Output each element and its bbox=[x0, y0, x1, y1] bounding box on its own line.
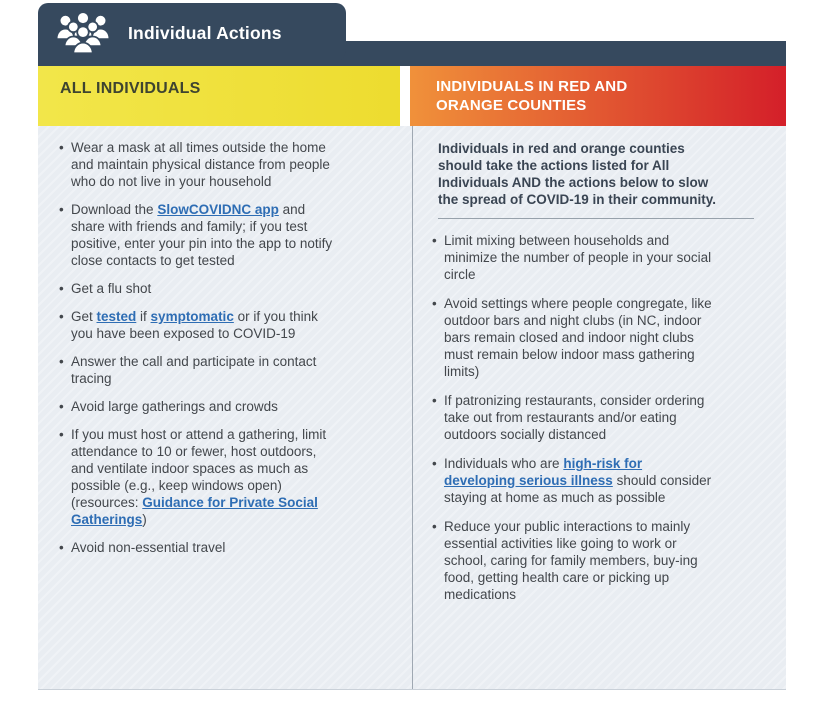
text-segment: Answer the call and participate in contact tracing bbox=[71, 354, 317, 386]
list-item bbox=[58, 426, 333, 528]
text-segment: Get a flu shot bbox=[71, 281, 152, 296]
intro-divider-line bbox=[438, 218, 754, 219]
list-item bbox=[431, 518, 714, 603]
individual-actions-card bbox=[38, 0, 786, 705]
red-orange-counties-list bbox=[431, 232, 776, 603]
text-segment: If you must host or attend a gathering, limit attendance to 10 or fewer, host outdoors, and ventilate indoor spaces as much as possible (e.g., keep windows open) (resources: bbox=[71, 427, 327, 510]
red-orange-counties-header bbox=[410, 66, 786, 126]
text-segment: If patronizing restaurants, consider ordering take out from restaurants and/or eating outdoors socially distanced bbox=[444, 393, 705, 442]
red-orange-counties-title: INDIVIDUALS IN RED AND ORANGE COUNTIES bbox=[436, 78, 628, 114]
list-item bbox=[58, 539, 333, 556]
text-segment: Avoid settings where people congregate, like outdoor bars and night clubs (in NC, indoor bars remain closed and indoor night clubs must remain below indoor mass gathering limits) bbox=[444, 296, 712, 379]
column-headers bbox=[38, 66, 786, 126]
inline-link[interactable]: tested bbox=[96, 309, 137, 324]
list-item bbox=[431, 392, 714, 443]
list-item bbox=[431, 232, 714, 283]
header-gap bbox=[400, 66, 410, 126]
red-orange-counties-column bbox=[413, 126, 786, 689]
content-area bbox=[38, 126, 786, 690]
inline-link[interactable]: Guidance for Private Social Gatherings bbox=[71, 495, 318, 527]
list-item bbox=[431, 455, 714, 506]
text-segment: if bbox=[136, 309, 151, 324]
list-item bbox=[58, 398, 333, 415]
text-segment: Individuals who are bbox=[444, 456, 564, 471]
list-item bbox=[431, 295, 714, 380]
inline-link[interactable]: high-risk for developing serious illness bbox=[444, 456, 643, 488]
list-item bbox=[58, 308, 333, 342]
text-segment: Limit mixing between households and minimize the number of people in your social circle bbox=[444, 233, 712, 282]
text-segment: Get bbox=[71, 309, 97, 324]
red-orange-intro-text: Individuals in red and orange counties should take the actions listed for All Individuals AND the actions below to slow the spread of COVID-19 in their community. bbox=[438, 141, 717, 207]
text-segment: Reduce your public interactions to mainly essential activities like going to work or school, caring for family members, buy-ing food, getting health care or picking up medications bbox=[444, 519, 698, 602]
text-segment: ) bbox=[142, 512, 147, 527]
list-item bbox=[58, 353, 333, 387]
tab-title: Individual Actions bbox=[128, 22, 282, 43]
list-item bbox=[58, 280, 333, 297]
inline-link[interactable]: symptomatic bbox=[150, 309, 234, 324]
all-individuals-title: ALL INDIVIDUALS bbox=[60, 80, 201, 97]
all-individuals-list bbox=[58, 139, 396, 556]
text-segment: should consider staying at home as much as possible bbox=[444, 473, 712, 505]
list-item bbox=[58, 139, 333, 190]
text-segment: Wear a mask at all times outside the home and maintain physical distance from people who do not live in your household bbox=[71, 140, 330, 189]
list-item bbox=[58, 201, 333, 269]
text-segment: Download the bbox=[71, 202, 158, 217]
text-segment: Avoid large gatherings and crowds bbox=[71, 399, 278, 414]
text-segment: or if you think you have been exposed to COVID-19 bbox=[71, 309, 318, 341]
text-segment: Avoid non-essential travel bbox=[71, 540, 226, 555]
all-individuals-header bbox=[38, 66, 400, 126]
people-group-icon bbox=[54, 10, 112, 56]
individual-actions-tab bbox=[38, 3, 346, 63]
inline-link[interactable]: SlowCOVIDNC app bbox=[157, 202, 279, 217]
text-segment: and share with friends and family; if you test positive, enter your pin into the app to notify close contacts to get tested bbox=[71, 202, 333, 268]
all-individuals-column bbox=[38, 126, 412, 689]
